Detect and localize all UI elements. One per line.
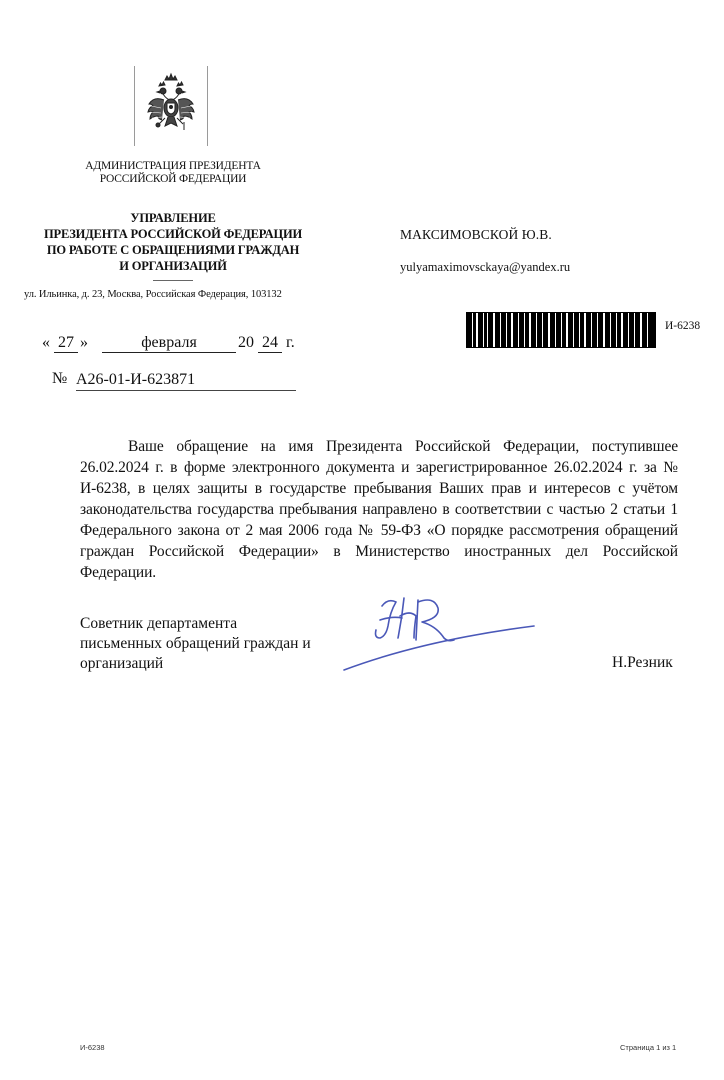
emblem — [134, 66, 208, 146]
date-close-quote: » — [80, 334, 88, 351]
administration-name — [28, 160, 318, 186]
sender-address: ул. Ильинка, д. 23, Москва, Российская Федерация, 103132 — [24, 289, 282, 300]
footer-doc-id: И-6238 — [80, 1043, 105, 1052]
department-line: ПО РАБОТЕ С ОБРАЩЕНИЯМИ ГРАЖДАН — [46, 243, 300, 257]
registration-number: А26-01-И-623871 — [76, 370, 296, 391]
barcode-icon — [466, 312, 656, 348]
department-line: И ОРГАНИЗАЦИЙ — [119, 259, 227, 273]
barcode-label: И-6238 — [665, 320, 701, 332]
redacted-barcode — [466, 312, 656, 348]
department-name — [28, 210, 318, 281]
signer-position — [80, 614, 311, 674]
recipient-email: yulyamaximovsckaya@yandex.ru — [400, 260, 571, 274]
letter-body: Ваше обращение на имя Президента Российской Федерации, поступившее 26.02.2024 г. в форме электронного документа и зарегистрированное 26.02.2024 г. за № И-6238, в целях защиты в государстве пребывания Ваших прав и интересов с учётом законодательства государства пребывания направлено в соответствии с частью 2 статьи 1 Федерального закона от 2 мая 2006 года № 59-ФЗ «О порядке рассмотрения обращений граждан Российской Федерации» в Министерство иностранных дел Российской Федерации. — [80, 438, 678, 581]
recipient-name: МАКСИМОВСКОЙ Ю.В. — [400, 227, 552, 242]
registration-label: № — [52, 370, 68, 387]
signer-position-line: письменных обращений граждан и — [80, 635, 311, 652]
signer-position-line: организаций — [80, 655, 164, 672]
divider — [153, 280, 193, 281]
date-year-unit: г. — [286, 334, 295, 351]
sender-block — [28, 160, 318, 281]
administration-line: РОССИЙСКОЙ ФЕДЕРАЦИИ — [99, 173, 247, 185]
date-year-suffix: 24 — [258, 334, 282, 353]
date-day: 27 — [54, 334, 78, 353]
footer-page-number: Страница 1 из 1 — [620, 1043, 677, 1052]
signer-position-line: Советник департамента — [80, 615, 238, 632]
department-line: УПРАВЛЕНИЕ — [130, 211, 216, 225]
eagle-emblem-icon — [135, 66, 207, 146]
date-open-quote: « — [42, 334, 50, 351]
department-line: ПРЕЗИДЕНТА РОССИЙСКОЙ ФЕДЕРАЦИИ — [43, 227, 303, 241]
signer-name: Н.Резник — [612, 654, 673, 671]
signature — [338, 588, 538, 678]
handwritten-signature-icon — [338, 588, 538, 678]
date-year-prefix: 20 — [238, 334, 254, 351]
date-month: февраля — [102, 334, 236, 353]
administration-line: АДМИНИСТРАЦИЯ ПРЕЗИДЕНТА — [85, 160, 261, 172]
